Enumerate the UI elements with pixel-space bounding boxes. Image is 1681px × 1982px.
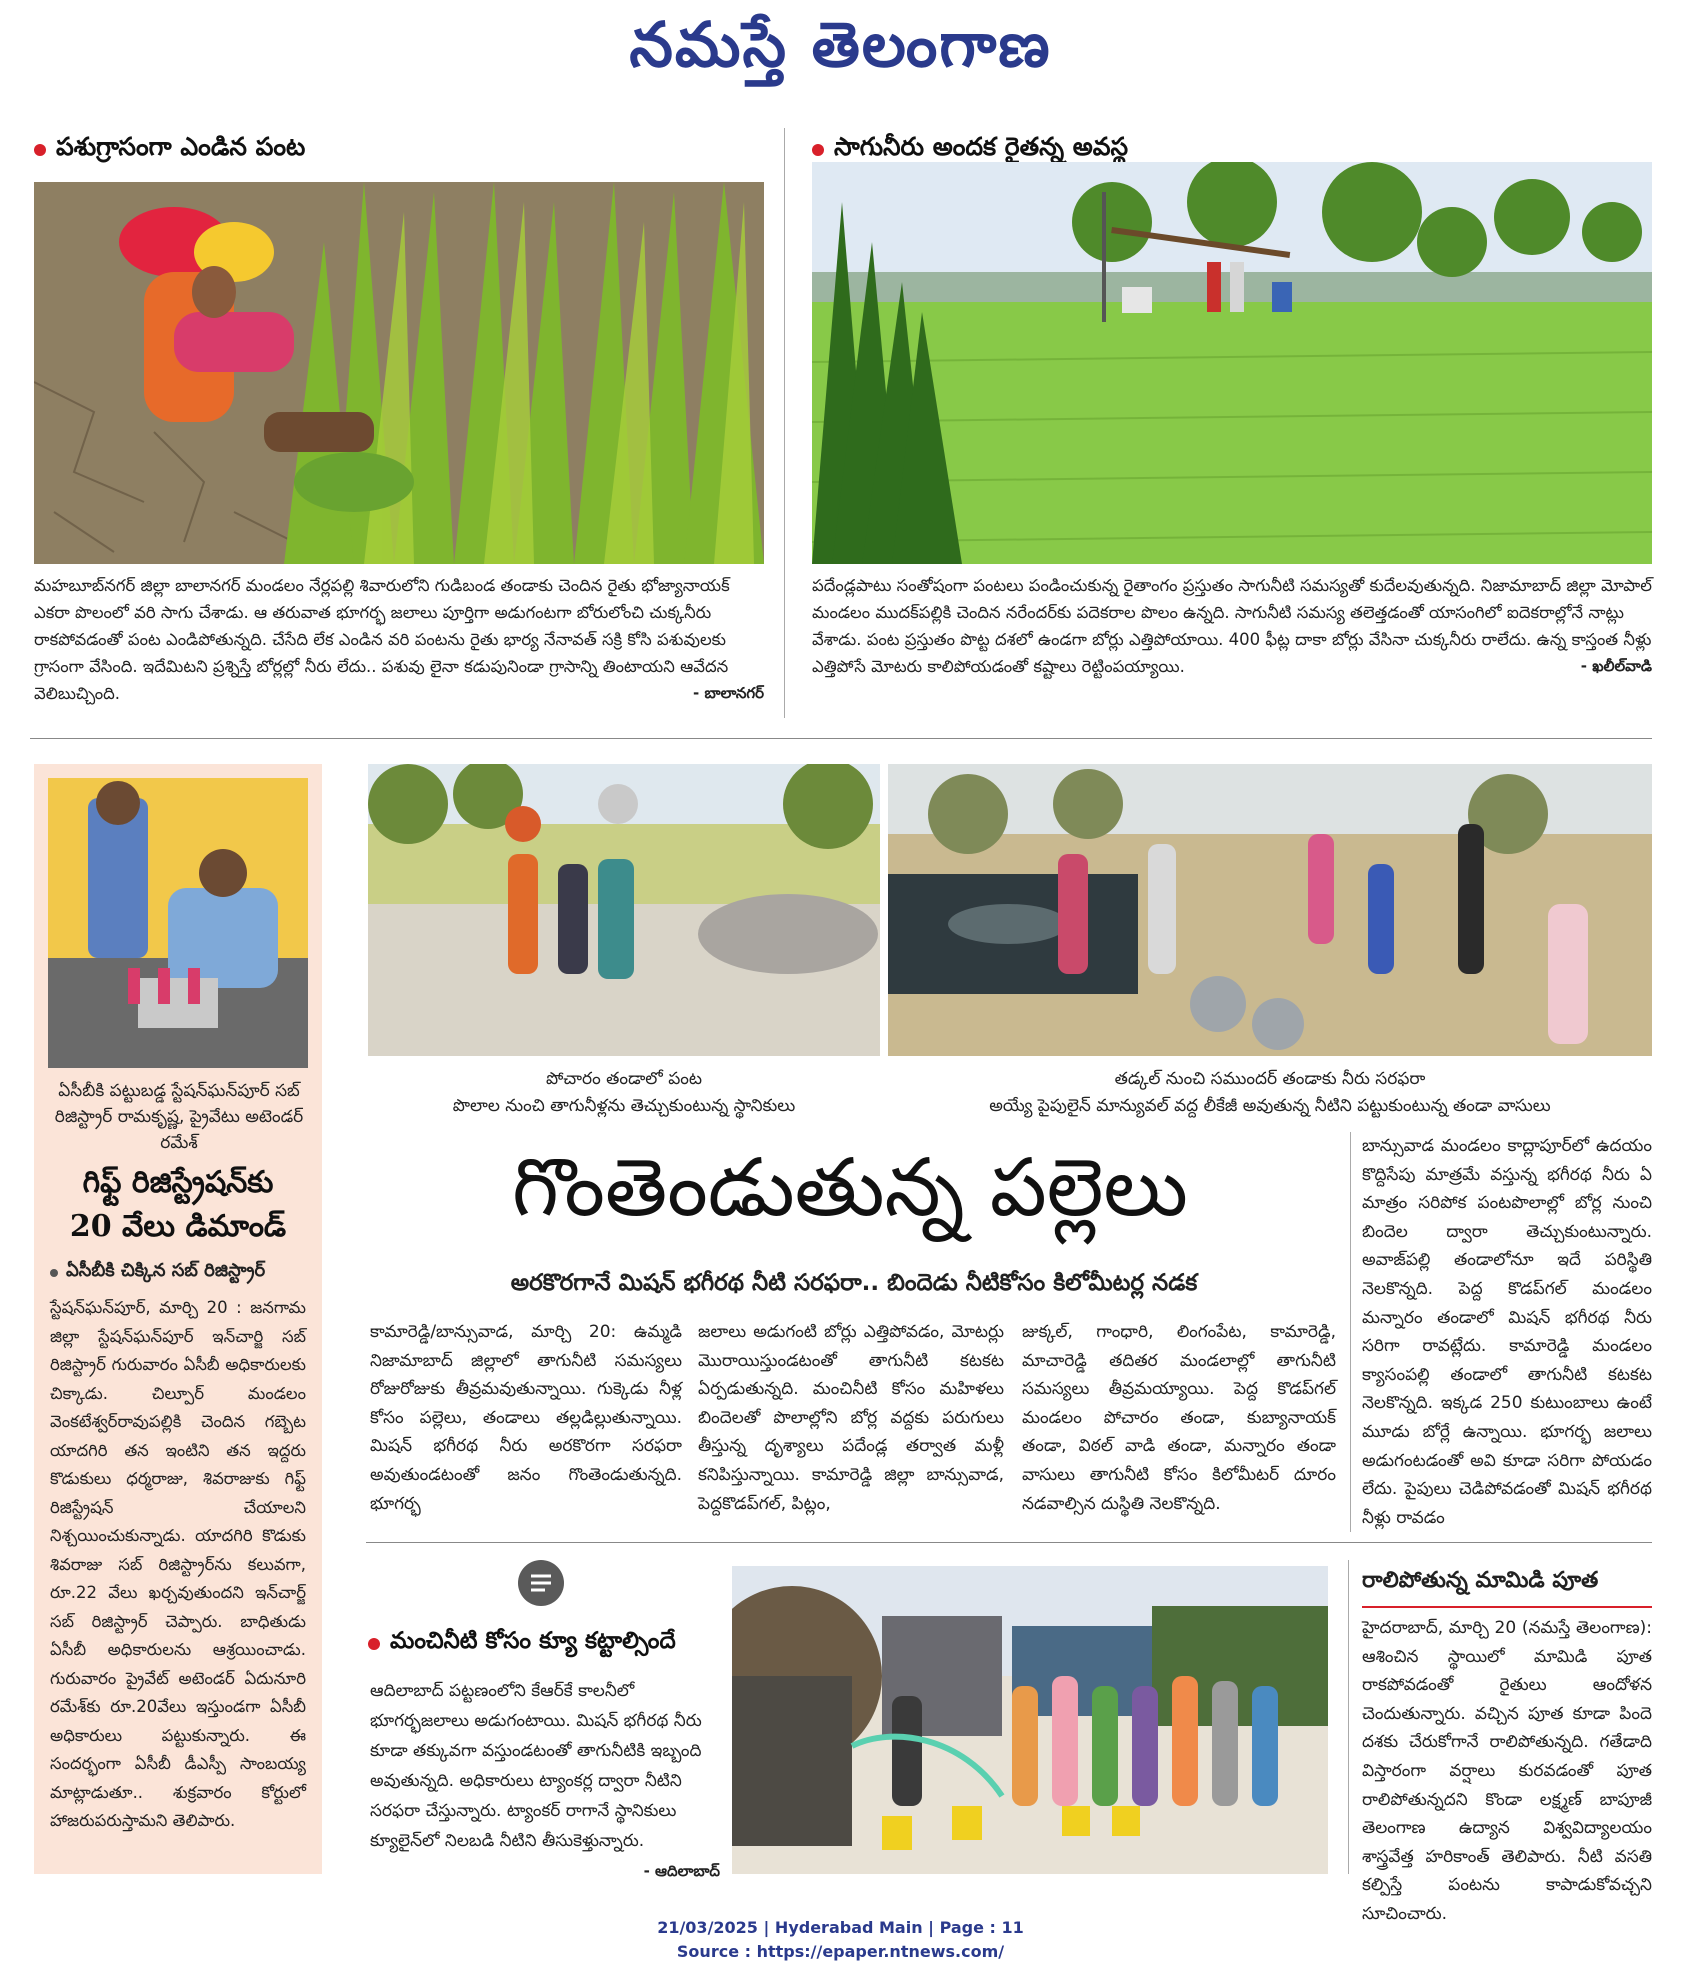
bottom-left-credit: - ఆదిలాబాద్ <box>643 1862 720 1880</box>
bullet-icon <box>50 1269 58 1277</box>
top-right-caption-text: పదేండ్లపాటు సంతోషంగా పంటలు పండించుకున్న రైతాంగం ప్రస్తుతం సాగునీటి సమస్యతో కుదేలవుతున్నది. నిజామాబాద్ జిల్లా మోపాల్ మండలం ముదక్‌పల్లికి చెందిన నరేందర్‌కు పదెకరాల పొలం ఉన్నది. సాగునీటి సమస్య తలెత్తడంతో యాసంగిలో ఐదెకరాల్లోనే నాట్లు వేశాడు. పంట ప్రస్తుతం పొట్ట దశలో ఉండగా బోర్లు ఎత్తిపోయాయి. 400 ఫీట్ల దాకా బోర్లు వేసినా చుక్కనీరు రాలేదు. ఉన్న కాస్తంత నీళ్లు ఎత్తిపోసే మోటరు కాలిపోయడంతో కష్టాలు రెట్టింపయ్యాయి. <box>812 576 1652 676</box>
main-headline: గొంతెండుతున్న పల్లెలు <box>512 1141 1188 1234</box>
sidebar-body: స్టేషన్‌ఘన్‌పూర్, మార్చి 20 : జనగామ జిల్లా స్టేషన్‌ఘన్‌పూర్ ఇన్‌చార్జి సబ్ రిజిస్ట్రార్ గురువారం ఏసీబీ అధికారులకు చిక్కాడు. చిల్పూర్ మండలం వెంకటేశ్వర్‌రావుపల్లికి చెందిన గబ్బెట యాదగిరి తన ఇంటిని తన ఇద్దరు కొడుకులు ధర్మరాజు, శివరాజుకు గిఫ్ట్ రిజిస్ట్రేషన్ చేయాలని నిశ్చయించుకున్నాడు. యాదగిరి కొడుకు శివరాజు సబ్ రిజిస్ట్రార్‌ను కలువగా, రూ.22 వేలు ఖర్చవుతుందని ఇన్‌చార్జ్ సబ్ రిజిస్ట్రార్ చెప్పారు. బాధితుడు ఏసీబీ అధికారులను ఆశ్రయించాడు. గురువారం ప్రైవేట్ అటెండర్ ఏదునూరి రమేశ్‌కు రూ.20వేలు ఇస్తుండగా ఏసీబీ అధికారులు పట్టుకున్నారు. ఈ సందర్భంగా ఏసీబీ డీఎస్పీ సాంబయ్య మాట్లాడుతూ.. శుక్రవారం కోర్టులో హాజరుపరుస్తామని తెలిపారు. <box>50 1298 306 1830</box>
main-col-divider <box>1350 1132 1351 1532</box>
bullet-icon <box>34 144 46 156</box>
main-col-2: జలాలు అడుగంటి బోర్లు ఎత్తిపోవడం, మోటర్లు మొరాయిస్తుండటంతో తాగునీటి కటకట ఏర్పడుతున్నది. మంచినీటి కోసం మహిళలు బిందెలతో పొలాల్లోని బోర్ల వద్దకు పరుగులు తీస్తున్న దృశ్యాలు పదేండ్ల తర్వాత మళ్లీ కనిపిస్తున్నాయి. కామారెడ్డి జిల్లా బాన్సువాడ, పెద్దకొడప్‌గల్, పిట్లం, <box>698 1322 1004 1514</box>
right-mid-caption-line2: అయ్యే పైపులైన్ మాన్యువల్ వద్ద లీకేజీ అవుతున్న నీటిని పట్టుకుంటున్న తండా వాసులు <box>989 1096 1551 1116</box>
top-divider-vertical <box>784 128 785 718</box>
masthead: నమస్తే తెలంగాణ <box>629 8 1052 81</box>
main-subhead: అరకొరగానే మిషన్ భగీరథ నీటి సరఫరా.. బిందెడు నీటికోసం కిలోమీటర్ల నడక <box>510 1270 1198 1296</box>
top-left-kicker <box>34 132 305 168</box>
footer-source-link[interactable]: Source : https://epaper.ntnews.com/ <box>676 1942 1005 1961</box>
sidebar-photo-caption: ఏసీబీకి పట్టుబడ్డ స్టేషన్‌ఘన్‌పూర్ సబ్ రిజిస్ట్రార్ రామకృష్ణ, ప్రైవేటు అటెండర్ రమేశ్ <box>54 1081 304 1153</box>
photo-water-tanker <box>732 1566 1328 1874</box>
main-col-3: జుక్కల్, గాంధారి, లింగంపేట, కామారెడ్డి, మాచారెడ్డి తదితర మండలాల్లో తాగునీటి సమస్యలు తీవ్రమయ్యాయి. పెద్ద కొడప్‌గల్ మండలం పోచారం తండా, కుబ్యానాయక్ తండా, విఠల్ వాడి తండా, మన్నారం తండా వాసులు తాగునీటి కోసం కిలోమీటర్ దూరం నడవాల్సిన దుస్థితి నెలకొన్నది. <box>1022 1322 1336 1514</box>
sidebar-headline-line1: గిఫ్ట్ రిజిస్ట్రేషన్‌కు <box>82 1165 274 1200</box>
right-mid-caption-line1: తడ్కల్ నుంచి సముందర్ తండాకు నీరు సరఫరా <box>1114 1069 1426 1089</box>
bottom-left-kicker-text: మంచినీటి కోసం క్యూ కట్టాల్సిందే <box>390 1628 676 1654</box>
sidebar-acb-story <box>34 764 322 1874</box>
main-col-1: కామారెడ్డి/బాన్సువాడ, మార్చి 20: ఉమ్మడి నిజామాబాద్ జిల్లాలో తాగునీటి సమస్యలు రోజురోజుకు తీవ్రమవుతున్నాయి. గుక్కెడు నీళ్ల కోసం పల్లెలు, తండాలు తల్లడిల్లుతున్నాయి. మిషన్ భగీరథ నీరు అరకొరగా సరఫరా అవుతుండటంతో జనం గొంతెండుతున్నది. భూగర్భ <box>370 1322 682 1514</box>
bullet-icon <box>812 144 824 156</box>
bullet-icon <box>368 1638 380 1650</box>
footer-edition-info: 21/03/2025 | Hyderabad Main | Page : 11 <box>657 1918 1024 1937</box>
top-left-caption <box>34 572 764 712</box>
bottom-section-rule <box>366 1542 1652 1543</box>
page-footer <box>0 1916 1681 1964</box>
photo-paddy-field <box>812 162 1652 564</box>
top-left-credit: - బాలానగర్ <box>693 684 764 702</box>
left-mid-caption-line2: పొలాల నుంచి తాగునీళ్లను తెచ్చుకుంటున్న స్థానికులు <box>452 1096 796 1116</box>
photo-acb-arrest <box>48 778 308 1068</box>
photo-pipeline-leak <box>888 764 1652 1056</box>
bottom-left-body-text: ఆదిలాబాద్ పట్టణంలోని కేఆర్‌కే కాలనీలో భూగర్భజలాలు అడుగంటాయి. మిషన్ భగీరథ నీరు కూడా తక్కువగా వస్తుండటంతో తాగునీటికి ఇబ్బంది అవుతున్నది. అధికారులు ట్యాంకర్ల ద్వారా నీటిని సరఫరా చేస్తున్నారు. ట్యాంకర్ రాగానే స్థానికులు క్యూలైన్‌లో నిలబడి నీటిని తీసుకెళ్తున్నారు. <box>370 1681 702 1851</box>
photo-dried-crop <box>34 182 764 564</box>
bottom-col-divider <box>1348 1560 1349 1874</box>
bottom-left-body <box>370 1676 720 1886</box>
sidebar-headline-line2: 20 వేలు డిమాండ్ <box>69 1209 287 1244</box>
left-mid-photo-caption <box>368 1066 880 1120</box>
sidebar-subhead-text: ఏసీబీకి చిక్కిన సబ్ రిజిస్ట్రార్ <box>66 1260 266 1281</box>
main-col-4: బాన్సువాడ మండలం కాద్లాపూర్‌లో ఉదయం కొద్దిసేపు మాత్రమే వస్తున్న భగీరథ నీరు ఏ మాత్రం సరిపోక పంటపొలాల్లో బోర్ల నుంచి బిందెల ద్వారా తెచ్చుకుంటున్నారు. అవాజ్‌పల్లి తండాలోనూ ఇదే పరిస్థితి నెలకొన్నది. పెద్ద కొడప్‌గల్ మండలం మన్నారం తండాలో మిషన్ భగీరథ నీరు సరిగా రావట్లేదు. కామారెడ్డి మండలం క్యాసంపల్లి తండాలో తాగునీటి కటకట నెలకొన్నది. ఇక్కడ 250 కుటుంబాలు ఉంటే మూడు బోర్లే ఉన్నాయి. భూగర్భ జలాలు అడుగంటడంతో అవి కూడా సరిగా పోయడం లేదు. పైపులు చెడిపోవడంతో మిషన్ భగీరథ నీళ్లు రావడం <box>1362 1136 1652 1528</box>
top-right-caption <box>812 572 1652 712</box>
top-left-kicker-text: పశుగ్రాసంగా ఎండిన పంట <box>56 132 306 161</box>
article-list-icon <box>518 1560 564 1606</box>
top-right-kicker-text: సాగునీరు అందక రైతన్న అవస్థ <box>834 132 1129 161</box>
bottom-left-kicker <box>368 1628 676 1660</box>
bottom-right-body: హైదరాబాద్, మార్చి 20 (నమస్తే తెలంగాణ): ఆశించిన స్థాయిలో మామిడి పూత రాకపోవడంతో రైతులు ఆందోళన చెందుతున్నారు. వచ్చిన పూత కూడా పిందె దశకు చేరుకోగానే రాలిపోతున్నది. గతేడాది విస్తారంగా వర్షాలు కురవడంతో పూత రాలిపోతున్నదని కొండా లక్ష్మణ్ బాపూజీ తెలంగాణ ఉద్యాన విశ్వవిద్యాలయం శాస్త్రవేత్త హరికాంత్ తెలిపారు. నీటి వసతి కల్పిస్తే పంటను కాపాడుకోవచ్చని సూచించారు. <box>1362 1618 1652 1924</box>
top-right-credit: - ఖలీల్‌వాడి <box>1580 657 1652 675</box>
left-mid-caption-line1: పోచారం తండాలో పంట <box>545 1069 703 1089</box>
top-section-rule <box>30 738 1652 739</box>
photo-water-pots <box>368 764 880 1056</box>
top-left-caption-text: మహబూబ్‌నగర్ జిల్లా బాలానగర్ మండలం నేర్లపల్లి శివారులోని గుడిబండ తండాకు చెందిన రైతు భోజ్యానాయక్ ఎకరా పొలంలో వరి సాగు చేశాడు. ఆ తరువాత భూగర్భ జలాలు పూర్తిగా అడుగంటగా బోరులోంచి చుక్కనీరు రాకపోవడంతో పంట ఎండిపోతున్నది. చేసేది లేక ఎండిన వరి పంటను రైతు భార్య నేనావత్ సక్రి కోసి పశువులకు గ్రాసంగా వేసింది. ఇదేమిటని ప్రశ్నిస్తే బోర్లల్లో నీరు లేదు.. పశువు లైనా కడుపునిండా గ్రాసాన్ని తింటాయని ఆవేదన వెలిబుచ్చింది. <box>34 576 730 703</box>
bottom-right-headline: రాలిపోతున్న మామిడి పూత <box>1362 1568 1652 1608</box>
sidebar-subhead <box>50 1260 312 1285</box>
right-mid-photo-caption <box>888 1066 1652 1120</box>
